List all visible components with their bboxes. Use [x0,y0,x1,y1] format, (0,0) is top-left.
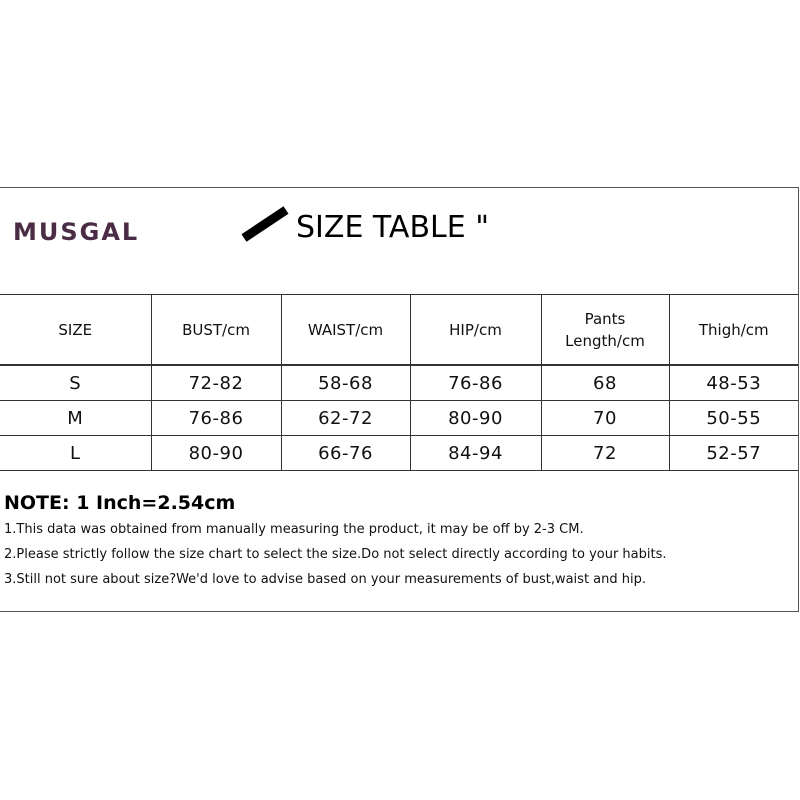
table-header-row [0,295,798,366]
cell-hip: 84-94 [410,436,541,471]
cell-waist: 62-72 [281,401,410,436]
column-header-hip [410,295,541,366]
column-header-label: BUST/cm [182,320,250,339]
cell-bust: 72-82 [151,365,281,401]
column-header-label: Pants [584,309,626,328]
cell-hip: 76-86 [410,365,541,401]
note-line: 2.Please strictly follow the size chart to select the size.Do not select directly according to your habits. [4,547,667,562]
cell-size: M [0,401,151,436]
header-band [0,188,798,294]
table-row [0,401,798,436]
note-line: 3.Still not sure about size?We'd love to advise based on your measurements of bust,waist and hip. [4,572,646,587]
column-header-bust [151,295,281,366]
cell-pants-length: 72 [541,436,669,471]
cell-hip: 80-90 [410,401,541,436]
size-chart-sheet [0,187,799,612]
cell-size: S [0,365,151,401]
column-header-label: SIZE [58,320,93,339]
column-header-label: HIP/cm [449,320,502,339]
cell-bust: 80-90 [151,436,281,471]
cell-thigh: 52-57 [669,436,798,471]
column-header-pants-length [541,295,669,366]
size-table [0,294,798,471]
cell-thigh: 48-53 [669,365,798,401]
column-header-label-line2: Length/cm [565,331,645,350]
note-line: 1.This data was obtained from manually measuring the product, it may be off by 2-3 CM. [4,522,584,537]
table-row [0,365,798,401]
column-header-thigh [669,295,798,366]
column-header-label: Thigh/cm [698,320,769,339]
cell-pants-length: 68 [541,365,669,401]
cell-waist: 58-68 [281,365,410,401]
column-header-waist [281,295,410,366]
page-title: SIZE TABLE " [296,210,490,245]
cell-thigh: 50-55 [669,401,798,436]
cell-waist: 66-76 [281,436,410,471]
column-header-label: WAIST/cm [307,320,384,339]
notes-section [4,492,794,597]
slash-bar-icon [238,200,294,248]
note-title: NOTE: 1 Inch=2.54cm [4,492,236,514]
table-row [0,436,798,471]
cell-bust: 76-86 [151,401,281,436]
cell-pants-length: 70 [541,401,669,436]
column-header-size [0,295,151,366]
brand-logo: MUSGAL [13,218,140,246]
cell-size: L [0,436,151,471]
